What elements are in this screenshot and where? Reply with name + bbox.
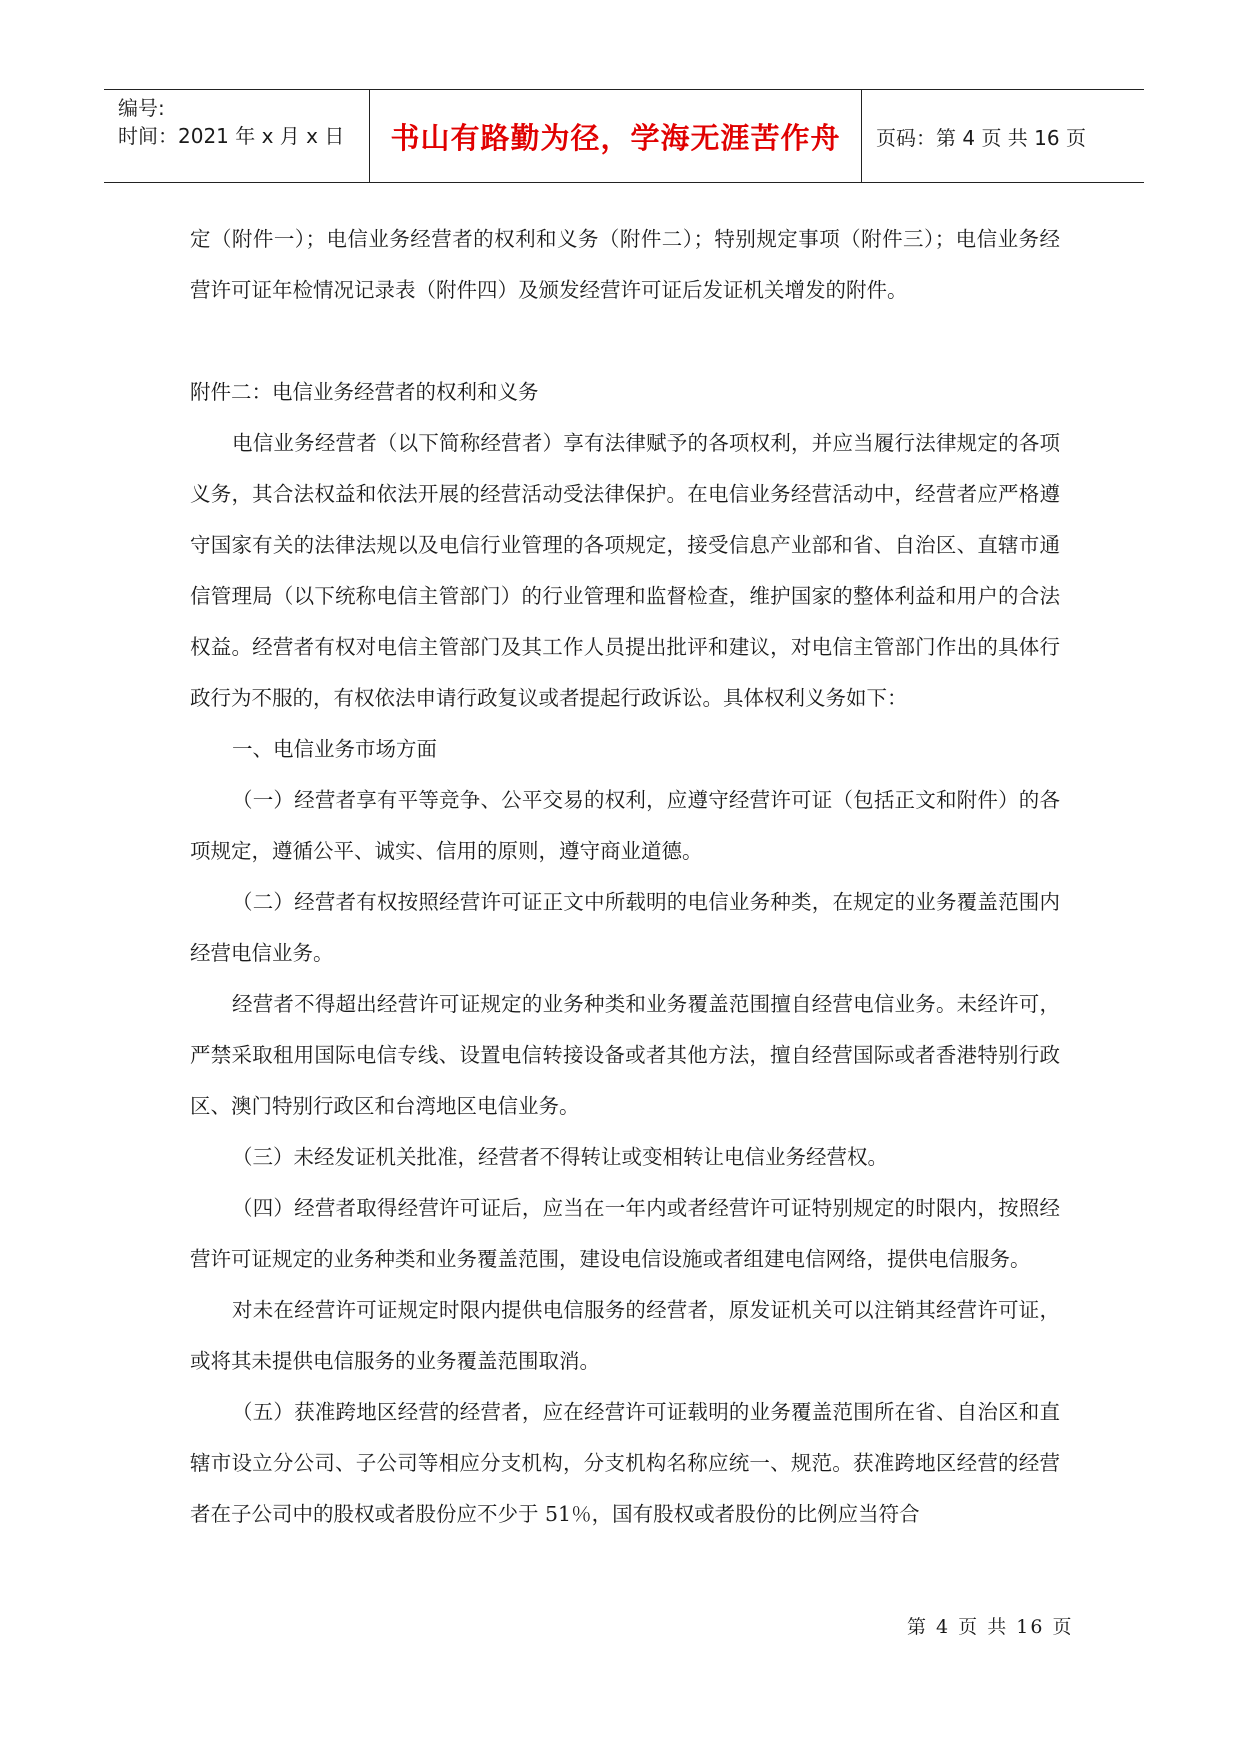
document-number-label: 编号: (118, 96, 165, 120)
document-body (190, 214, 1060, 1540)
header-page-info: 页码：第 4 页 共 16 页 (876, 125, 1086, 150)
paragraph: 电信业务经营者（以下简称经营者）享有法律赋予的各项权利，并应当履行法律规定的各项义务，其合法权益和依法开展的经营活动受法律保护。在电信业务经营活动中，经营者应严格遵守国家有关的法律法规以及电信行业管理的各项规定，接受信息产业部和省、自治区、直辖市通信管理局（以下统称电信主管部门）的行业管理和监督检查，维护国家的整体利益和用户的合法权益。经营者有权对电信主管部门及其工作人员提出批评和建议，对电信主管部门作出的具体行政行为不服的，有权依法申请行政复议或者提起行政诉讼。具体权利义务如下： (190, 431, 1060, 710)
document-time-label: 时间：2021 年 x 月 x 日 (118, 124, 345, 148)
document-header (104, 89, 1144, 183)
paragraph: （二）经营者有权按照经营许可证正文中所载明的电信业务种类，在规定的业务覆盖范围内经营电信业务。 (190, 890, 1060, 965)
paragraph: （四）经营者取得经营许可证后，应当在一年内或者经营许可证特别规定的时限内，按照经营许可证规定的业务种类和业务覆盖范围，建设电信设施或者组建电信网络，提供电信服务。 (190, 1196, 1060, 1271)
page-footer-number: 第 4 页 共 16 页 (907, 1616, 1074, 1638)
paragraph: （五）获准跨地区经营的经营者，应在经营许可证载明的业务覆盖范围所在省、自治区和直辖市设立分公司、子公司等相应分支机构，分支机构名称应统一、规范。获准跨地区经营的经营者在子公司中的股权或者股份应不少于 51％，国有股权或者股份的比例应当符合 (190, 1400, 1060, 1526)
paragraph: （三）未经发证机关批准，经营者不得转让或变相转让电信业务经营权。 (232, 1145, 888, 1169)
section-heading: 一、电信业务市场方面 (232, 737, 437, 761)
paragraph: （一）经营者享有平等竞争、公平交易的权利，应遵守经营许可证（包括正文和附件）的各项规定，遵循公平、诚实、信用的原则，遵守商业道德。 (190, 788, 1060, 863)
paragraph: 对未在经营许可证规定时限内提供电信服务的经营者，原发证机关可以注销其经营许可证，或将其未提供电信服务的业务覆盖范围取消。 (190, 1298, 1060, 1373)
header-motto: 书山有路勤为径，学海无涯苦作舟 (370, 90, 862, 182)
header-meta-cell (104, 90, 370, 182)
appendix-heading: 附件二：电信业务经营者的权利和义务 (190, 380, 539, 404)
paragraph-spacer (190, 316, 1060, 367)
paragraph: 经营者不得超出经营许可证规定的业务种类和业务覆盖范围擅自经营电信业务。未经许可，严禁采取租用国际电信专线、设置电信转接设备或者其他方法，擅自经营国际或者香港特别行政区、澳门特别行政区和台湾地区电信业务。 (190, 992, 1060, 1118)
paragraph: 定（附件一）；电信业务经营者的权利和义务（附件二）；特别规定事项（附件三）；电信业务经营许可证年检情况记录表（附件四）及颁发经营许可证后发证机关增发的附件。 (190, 227, 1060, 302)
